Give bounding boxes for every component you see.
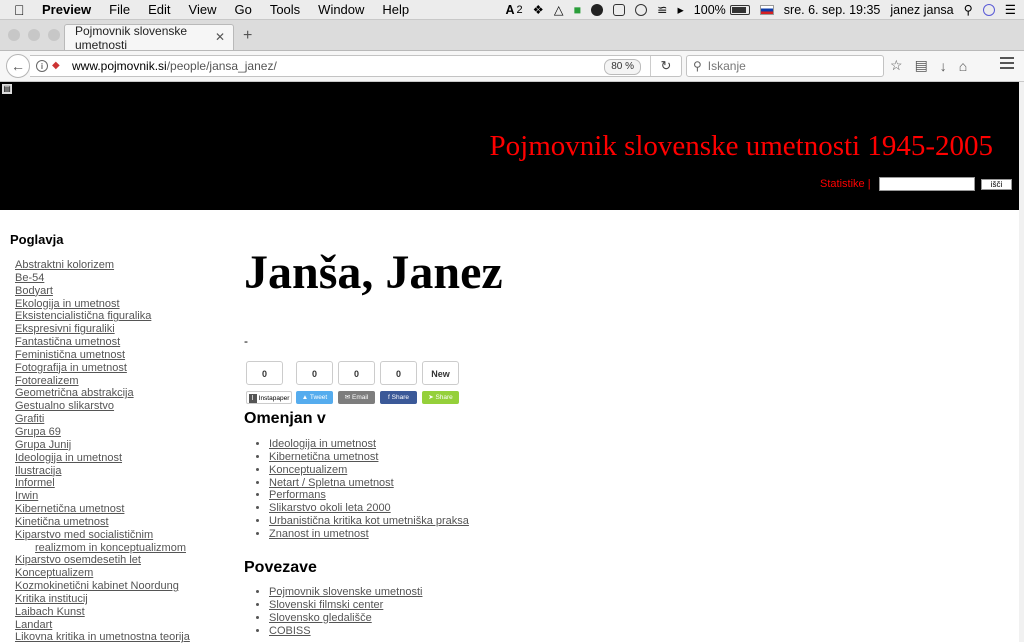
adobe-badge: 2 [516,3,523,16]
tab-close-icon[interactable]: ✕ [214,30,225,44]
wifi-icon[interactable]: ≌ [657,3,668,17]
menu-tools[interactable]: Tools [269,2,301,17]
sidebar-item[interactable]: Ekspresivni figuraliki [15,323,115,336]
sidebar-item[interactable]: Irwin [15,490,39,503]
battery-icon[interactable] [730,5,750,15]
sidebar-item[interactable]: Laibach Kunst [15,605,85,618]
sidebar-item[interactable]: Fantastična umetnost [15,336,121,349]
menu-app[interactable]: Preview [42,2,92,17]
external-link[interactable]: • COBISS [269,625,422,638]
sidebar-item[interactable]: Ekologija in umetnost [15,297,120,310]
facebook-share-label: Share [391,394,409,401]
sidebar-item[interactable]: Kritika institucij [15,592,88,605]
links-list [244,586,422,637]
volume-icon[interactable]: ▸ [677,3,684,17]
mentioned-item[interactable]: • Konceptualizem [269,464,469,477]
tweet-label: Tweet [309,394,328,401]
sidebar-item[interactable]: Ideologija in umetnost [15,451,123,464]
email-icon: ✉ [344,394,352,401]
search-icon: ⚲ [693,59,702,73]
tweet-button[interactable] [296,391,333,404]
links-heading: Povezave [244,559,317,576]
notification-center-icon[interactable]: ☰ [1004,3,1016,17]
site-title[interactable]: Pojmovnik slovenske umetnosti 1945-2005 [489,130,993,162]
notes-icon[interactable] [613,4,625,16]
menu-file[interactable]: File [109,2,131,17]
mentioned-item[interactable]: • Slikarstvo okoli leta 2000 [269,502,469,515]
insecure-lock-icon[interactable]: ◆ [52,60,60,71]
site-search-input[interactable] [879,177,975,191]
sidebar-item[interactable]: Kinetična umetnost [15,515,109,528]
mentioned-heading: Omenjan v [244,410,326,427]
tab-bar [0,20,1024,51]
mentioned-item[interactable]: • Znanost in umetnost [269,528,469,541]
facebook-share-button[interactable] [380,391,417,404]
menu-go[interactable]: Go [234,2,252,17]
menu-help[interactable]: Help [382,2,410,17]
email-count: 0 [338,361,375,385]
instapaper-count: 0 [246,361,283,385]
sidebar-item[interactable]: Kozmokinetični kabinet Noordung [15,580,179,593]
sidebar-item[interactable]: Kibernetična umetnost [15,503,125,516]
stats-link-row [820,178,871,190]
page-title: Janša, Janez [244,246,503,299]
share-widget [244,361,484,405]
sidebar-item[interactable]: Fotorealizem [15,374,79,387]
instapaper-button[interactable] [246,391,292,404]
external-link[interactable]: • Slovensko gledališče [269,612,422,625]
mentioned-item[interactable]: • Performans [269,489,469,502]
navigation-bar [0,51,1024,82]
sidebar-item[interactable]: Gestualno slikarstvo [15,400,115,413]
status-area [495,0,1016,19]
site-banner [0,82,1019,210]
toolbar-icons [890,57,979,74]
chapter-list [10,259,230,644]
scrollbar[interactable] [1019,82,1024,642]
app-m-icon[interactable] [591,4,603,16]
menu-hamburger-icon[interactable] [1000,57,1014,69]
stats-link[interactable]: Statistike [820,178,865,190]
twitter-icon: ▲ [301,394,310,401]
tab-title: Pojmovnik slovenske umetnosti [75,23,188,52]
new-tab-icon[interactable]: + [243,27,253,44]
search-bar[interactable] [686,55,884,77]
facebook-icon: f [388,394,392,401]
clock[interactable]: sre. 6. sep. 19:35 [783,2,881,17]
sidebar-item[interactable]: Geometrična abstrakcija [15,387,134,400]
share-icon: ➤ [428,394,436,401]
drive-icon[interactable]: △ [553,3,564,17]
flag-icon[interactable] [760,5,774,15]
sidebar-item[interactable]: Abstraktni kolorizem [15,259,115,271]
tweet-count: 0 [296,361,333,385]
battery-label: 100% [693,2,726,17]
dropbox-icon[interactable]: ❖ [532,3,544,17]
time-machine-icon[interactable] [635,4,647,16]
search-placeholder: Iskanje [707,59,746,73]
stats-separator: | [867,178,871,190]
mentioned-item[interactable]: • Netart / Spletna umetnost [269,477,469,490]
info-icon[interactable]: i [36,60,48,72]
back-arrow-icon: ← [11,58,25,74]
sidebar-item[interactable]: Grupa 69 [15,425,61,438]
page-content [0,82,1024,642]
site-search-button[interactable]: išči [981,179,1012,190]
adobe-icon[interactable]: A 2 [505,2,523,17]
sidebar-item[interactable]: Bodyart [15,284,53,297]
email-button[interactable] [338,391,375,404]
sidebar-item[interactable]: Fotografija in umetnost [15,361,127,374]
facebook-count: 0 [380,361,417,385]
sidebar-item[interactable]: Landart [15,618,53,631]
share-label: Share [435,394,453,401]
external-link[interactable]: • Pojmovnik slovenske umetnosti [269,586,422,599]
zoom-indicator[interactable]: 80 % [604,59,641,75]
menu-bar [0,0,1024,20]
sidebar-item[interactable]: Grupa Junij [15,438,72,451]
instapaper-icon: I [249,394,257,403]
mentioned-item[interactable]: • Urbanistična kritika kot umetniška praksa [269,515,469,528]
evernote-icon[interactable]: ■ [573,2,582,17]
reload-icon[interactable]: ↻ [650,56,681,76]
apple-icon[interactable] [14,2,30,18]
description-dash: - [244,334,248,348]
siri-icon[interactable] [983,4,995,16]
zoom-window-icon[interactable] [48,29,60,41]
sidebar-item[interactable]: Kiparstvo osemdesetih let [15,554,141,567]
mentioned-item[interactable]: • Ideologija in umetnost [269,438,469,451]
menu-window[interactable]: Window [318,2,365,17]
email-label: Email [352,394,369,401]
sidebar-item[interactable]: Eksistencialistična figuralika [15,310,152,323]
sidebar-item[interactable]: Informel [15,477,55,490]
sidebar-item[interactable]: Feministična umetnost [15,348,126,361]
external-link[interactable]: • Slovenski filmski center [269,599,422,612]
bookmark-star-icon[interactable]: ☆ [890,57,903,73]
sidebar-item[interactable]: Ilustracija [15,464,62,477]
url-domain: www.pojmovnik.si [72,59,167,73]
sidebar-item[interactable]: Kiparstvo med socialističnim [15,528,154,541]
home-icon[interactable]: ⌂ [958,57,968,74]
url-text[interactable] [72,59,277,73]
share-count: New [422,361,459,385]
sidebar-item[interactable]: Grafiti [15,413,45,426]
sidebar [10,232,230,644]
reading-list-icon[interactable]: ▤ [914,57,928,73]
page-menu-icon[interactable]: ▤ [3,84,11,93]
menu-view[interactable]: View [188,2,217,17]
instapaper-label: Instapaper [258,395,290,402]
mentioned-list [244,438,469,541]
sidebar-item[interactable]: Likovna kritika in umetnostna teorija [15,631,190,644]
user-name[interactable]: janez jansa [890,2,954,17]
mentioned-item[interactable]: • Kibernetična umetnost [269,451,469,464]
sidebar-item[interactable]: Be-54 [15,271,45,284]
back-button[interactable] [6,54,30,78]
sidebar-item-continuation[interactable]: realizmom in konceptualizmom [35,541,186,554]
url-bar[interactable] [30,55,682,77]
tab-active[interactable] [64,24,234,50]
main-content [244,242,944,637]
close-window-icon[interactable] [8,29,20,41]
share-button[interactable] [422,391,459,404]
spotlight-icon[interactable]: ⚲ [963,3,973,17]
window-controls [8,29,68,41]
sidebar-heading: Poglavja [10,232,64,247]
downloads-icon[interactable]: ↓ [939,57,947,74]
menu-edit[interactable]: Edit [148,2,171,17]
minimize-window-icon[interactable] [28,29,40,41]
url-path: /people/jansa_janez/ [166,59,277,73]
sidebar-item[interactable]: Konceptualizem [15,567,94,580]
